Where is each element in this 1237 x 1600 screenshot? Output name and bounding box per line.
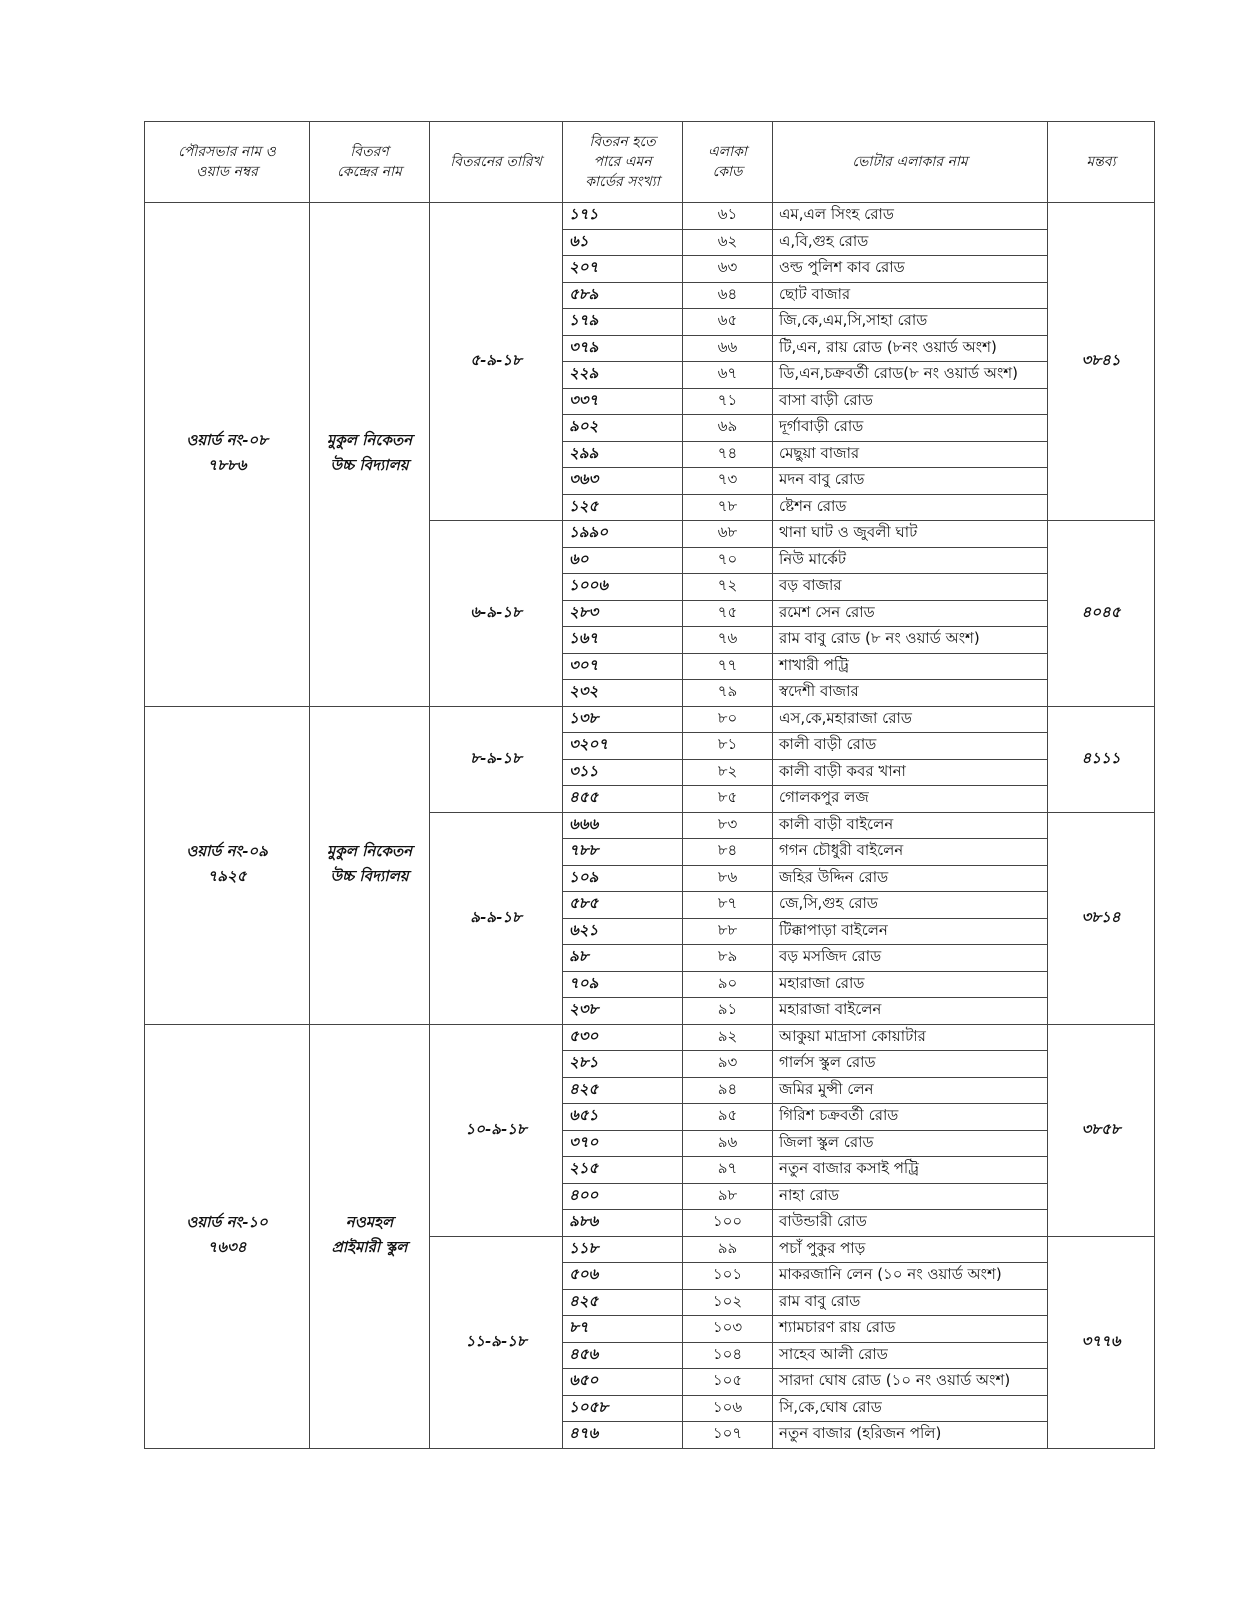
center-name-line2: উচ্চ বিদ্যালয় xyxy=(330,456,409,475)
card-count-cell: ৯০২ xyxy=(563,415,683,442)
area-name-cell: সারদা ঘোষ রোড (১০ নং ওয়ার্ড অংশ) xyxy=(773,1369,1048,1396)
area-name-cell: ওল্ড পুলিশ কাব রোড xyxy=(773,256,1048,283)
area-name-cell: বাউন্ডারী রোড xyxy=(773,1210,1048,1237)
area-code-cell: ৯২ xyxy=(683,1024,773,1051)
area-name-cell: মাকরজানি লেন (১০ নং ওয়ার্ড অংশ) xyxy=(773,1263,1048,1290)
area-code-cell: ৬৭ xyxy=(683,362,773,389)
area-name-cell: বড় মসজিদ রোড xyxy=(773,945,1048,972)
table-body xyxy=(145,203,1155,1449)
center-name-line1: নওমহল xyxy=(345,1213,394,1231)
header-cards-line3: কার্ডের সংখ্যা xyxy=(585,174,660,191)
area-code-cell: ৭১ xyxy=(683,388,773,415)
area-code-cell: ১০৩ xyxy=(683,1316,773,1343)
area-name-cell: এম,এল সিংহ রোড xyxy=(773,203,1048,230)
area-code-cell: ৯৫ xyxy=(683,1104,773,1131)
center-cell xyxy=(310,706,430,1024)
area-code-cell: ১০৫ xyxy=(683,1369,773,1396)
card-count-cell: ৩৬৩ xyxy=(563,468,683,495)
remark-cell: ৩৮৫৮ xyxy=(1048,1024,1155,1236)
card-count-cell: ২২৯ xyxy=(563,362,683,389)
card-count-cell: ৯৮ xyxy=(563,945,683,972)
area-name-cell: ছোট বাজার xyxy=(773,282,1048,309)
area-code-cell: ৯৭ xyxy=(683,1157,773,1184)
area-code-cell: ১০০ xyxy=(683,1210,773,1237)
card-count-cell: ৪৫৫ xyxy=(563,786,683,813)
ward-cell xyxy=(145,203,310,707)
area-name-cell: কালী বাড়ী রোড xyxy=(773,733,1048,760)
area-name-cell: জিলা স্কুল রোড xyxy=(773,1130,1048,1157)
area-name-cell: দূর্গাবাড়ী রোড xyxy=(773,415,1048,442)
area-code-cell: ৬৬ xyxy=(683,335,773,362)
header-area-text: ভোটার এলাকার নাম xyxy=(852,153,968,170)
ward-total: ৭৮৮৬ xyxy=(207,456,247,475)
header-row xyxy=(145,122,1155,203)
area-code-cell: ৯৪ xyxy=(683,1077,773,1104)
area-name-cell: নিউ মার্কেট xyxy=(773,547,1048,574)
area-name-cell: শাখারী পট্রি xyxy=(773,653,1048,680)
header-date xyxy=(430,122,563,203)
area-code-cell: ৮৩ xyxy=(683,812,773,839)
card-count-cell: ৫৮৯ xyxy=(563,282,683,309)
area-code-cell: ৭৫ xyxy=(683,600,773,627)
area-name-cell: পচাঁ পুকুর পাড় xyxy=(773,1236,1048,1263)
area-code-cell: ৯০ xyxy=(683,971,773,998)
area-name-cell: নাহা রোড xyxy=(773,1183,1048,1210)
area-name-cell: গিরিশ চক্রবর্তী রোড xyxy=(773,1104,1048,1131)
area-code-cell: ৮৪ xyxy=(683,839,773,866)
area-name-cell: টিক্কাপাড়া বাইলেন xyxy=(773,918,1048,945)
card-count-cell: ২৩৮ xyxy=(563,998,683,1025)
area-name-cell: কালী বাড়ী বাইলেন xyxy=(773,812,1048,839)
center-name-line2: উচ্চ বিদ্যালয় xyxy=(330,867,409,885)
center-name-line1: মুকুল নিকেতন xyxy=(326,842,413,860)
card-count-cell: ৪০০ xyxy=(563,1183,683,1210)
remark-cell: ৩৮১৪ xyxy=(1048,812,1155,1024)
card-count-cell: ১৯৯০ xyxy=(563,521,683,548)
card-count-cell: ৬২১ xyxy=(563,918,683,945)
date-cell: ১০-৯-১৮ xyxy=(430,1024,563,1236)
date-cell: ১১-৯-১৮ xyxy=(430,1236,563,1448)
card-count-cell: ১০৯ xyxy=(563,865,683,892)
card-count-cell: ৩৩৭ xyxy=(563,388,683,415)
header-center xyxy=(310,122,430,203)
card-count-cell: ৫০৬ xyxy=(563,1263,683,1290)
area-code-cell: ৬৮ xyxy=(683,521,773,548)
date-cell: ৯-৯-১৮ xyxy=(430,812,563,1024)
area-name-cell: থানা ঘাট ও জুবলী ঘাট xyxy=(773,521,1048,548)
header-ward-line2: ওয়াড নম্বর xyxy=(196,164,258,180)
remark-cell: ৩৮৪১ xyxy=(1048,203,1155,521)
date-cell: ৫-৯-১৮ xyxy=(430,203,563,521)
card-count-cell: ৬১ xyxy=(563,229,683,256)
ward-label: ওয়ার্ড নং-০৯ xyxy=(186,842,268,860)
area-code-cell: ৭৩ xyxy=(683,468,773,495)
header-code xyxy=(683,122,773,203)
area-code-cell: ৭৪ xyxy=(683,441,773,468)
card-count-cell: ৩৭০ xyxy=(563,1130,683,1157)
area-code-cell: ৬৯ xyxy=(683,415,773,442)
card-count-cell: ৫৩০ xyxy=(563,1024,683,1051)
area-code-cell: ৮৬ xyxy=(683,865,773,892)
card-count-cell: ১৩৮ xyxy=(563,706,683,733)
area-name-cell: জি,কে,এম,সি,সাহা রোড xyxy=(773,309,1048,336)
remark-cell: ৪০৪৫ xyxy=(1048,521,1155,707)
area-code-cell: ৮১ xyxy=(683,733,773,760)
table-row xyxy=(145,706,1155,733)
area-code-cell: ৯৩ xyxy=(683,1051,773,1078)
area-name-cell: রাম বাবু রোড (৮ নং ওয়ার্ড অংশ) xyxy=(773,627,1048,654)
area-code-cell: ১০৬ xyxy=(683,1395,773,1422)
area-code-cell: ৭০ xyxy=(683,547,773,574)
card-count-cell: ১১৮ xyxy=(563,1236,683,1263)
area-code-cell: ১০৪ xyxy=(683,1342,773,1369)
area-code-cell: ৮৮ xyxy=(683,918,773,945)
area-code-cell: ৮৭ xyxy=(683,892,773,919)
area-name-cell: নতুন বাজার (হরিজন পলি) xyxy=(773,1422,1048,1449)
area-name-cell: জে,সি,গুহ রোড xyxy=(773,892,1048,919)
area-name-cell: মেছুয়া বাজার xyxy=(773,441,1048,468)
date-cell: ৬-৯-১৮ xyxy=(430,521,563,707)
area-code-cell: ৮৯ xyxy=(683,945,773,972)
area-code-cell: ৬১ xyxy=(683,203,773,230)
area-name-cell: গোলকপুর লজ xyxy=(773,786,1048,813)
area-name-cell: মহারাজা বাইলেন xyxy=(773,998,1048,1025)
area-name-cell: সাহেব আলী রোড xyxy=(773,1342,1048,1369)
header-code-line1: এলাকা xyxy=(708,143,747,160)
area-name-cell: কালী বাড়ী কবর খানা xyxy=(773,759,1048,786)
header-cards xyxy=(563,122,683,203)
area-code-cell: ৮৫ xyxy=(683,786,773,813)
card-count-cell: ২১৫ xyxy=(563,1157,683,1184)
area-name-cell: জহির উদ্দিন রোড xyxy=(773,865,1048,892)
remark-cell: ৪১১১ xyxy=(1048,706,1155,812)
area-name-cell: টি,এন, রায় রোড (৮নং ওয়ার্ড অংশ) xyxy=(773,335,1048,362)
area-code-cell: ৯৮ xyxy=(683,1183,773,1210)
area-code-cell: ৯৯ xyxy=(683,1236,773,1263)
area-code-cell: ১০১ xyxy=(683,1263,773,1290)
header-center-line2: কেন্দ্রের নাম xyxy=(337,164,402,180)
card-count-cell: ৬৫০ xyxy=(563,1369,683,1396)
card-count-cell: ৬৫১ xyxy=(563,1104,683,1131)
card-count-cell: ২৮১ xyxy=(563,1051,683,1078)
header-date-text: বিতরনের তারিখ xyxy=(450,153,542,170)
area-name-cell: বড় বাজার xyxy=(773,574,1048,601)
area-name-cell: সি,কে,ঘোষ রোড xyxy=(773,1395,1048,1422)
card-count-cell: ১৭১ xyxy=(563,203,683,230)
header-remarks xyxy=(1048,122,1155,203)
remark-cell: ৩৭৭৬ xyxy=(1048,1236,1155,1448)
header-center-line1: বিতরণ xyxy=(350,143,389,160)
area-name-cell: ডি,এন,চক্রবর্তী রোড(৮ নং ওয়ার্ড অংশ) xyxy=(773,362,1048,389)
area-code-cell: ৯৬ xyxy=(683,1130,773,1157)
area-code-cell: ৮২ xyxy=(683,759,773,786)
area-name-cell: গগন চৌধুরী বাইলেন xyxy=(773,839,1048,866)
area-code-cell: ৭৮ xyxy=(683,494,773,521)
card-count-cell: ৩০৭ xyxy=(563,653,683,680)
area-code-cell: ৮০ xyxy=(683,706,773,733)
card-count-cell: ৫৮৫ xyxy=(563,892,683,919)
card-count-cell: ১৬৭ xyxy=(563,627,683,654)
header-area xyxy=(773,122,1048,203)
center-cell xyxy=(310,203,430,707)
card-count-cell: ১৭৯ xyxy=(563,309,683,336)
area-name-cell: এ,বি,গুহ রোড xyxy=(773,229,1048,256)
ward-label: ওয়ার্ড নং-১০ xyxy=(186,1213,268,1231)
table-row xyxy=(145,203,1155,230)
card-count-cell: ৯৮৬ xyxy=(563,1210,683,1237)
card-count-cell: ৬০ xyxy=(563,547,683,574)
card-count-cell: ৩১১ xyxy=(563,759,683,786)
area-code-cell: ৭৬ xyxy=(683,627,773,654)
area-name-cell: ষ্টেশন রোড xyxy=(773,494,1048,521)
card-count-cell: ৮৭ xyxy=(563,1316,683,1343)
card-count-cell: ১২৫ xyxy=(563,494,683,521)
area-code-cell: ৯১ xyxy=(683,998,773,1025)
card-count-cell: ২০৭ xyxy=(563,256,683,283)
center-name-line1: মুকুল নিকেতন xyxy=(326,431,413,450)
ward-label: ওয়ার্ড নং-০৮ xyxy=(186,431,268,450)
area-name-cell: রমেশ সেন রোড xyxy=(773,600,1048,627)
area-code-cell: ৬৪ xyxy=(683,282,773,309)
center-cell xyxy=(310,1024,430,1448)
table-row xyxy=(145,1024,1155,1051)
area-name-cell: এস,কে,মহারাজা রোড xyxy=(773,706,1048,733)
area-name-cell: আকুয়া মাদ্রাসা কোয়াটার xyxy=(773,1024,1048,1051)
card-count-cell: ১০০৬ xyxy=(563,574,683,601)
card-count-cell: ৪৭৬ xyxy=(563,1422,683,1449)
card-count-cell: ৩২০৭ xyxy=(563,733,683,760)
area-name-cell: গার্লস স্কুল রোড xyxy=(773,1051,1048,1078)
ward-cell xyxy=(145,1024,310,1448)
ward-total: ৭৬৩৪ xyxy=(207,1238,247,1256)
card-count-cell: ২৩২ xyxy=(563,680,683,707)
area-code-cell: ১০২ xyxy=(683,1289,773,1316)
area-code-cell: ৬৫ xyxy=(683,309,773,336)
header-code-line2: কোড xyxy=(712,164,743,180)
distribution-table xyxy=(144,121,1155,1449)
area-code-cell: ৬২ xyxy=(683,229,773,256)
card-count-cell: ৪৫৬ xyxy=(563,1342,683,1369)
header-cards-line2: পারে এমন xyxy=(593,153,652,170)
center-name-line2: প্রাইমারী স্কুল xyxy=(331,1238,408,1256)
header-cards-line1: বিতরন হতে xyxy=(589,133,656,150)
ward-cell xyxy=(145,706,310,1024)
area-name-cell: বাসা বাড়ী রোড xyxy=(773,388,1048,415)
header-ward xyxy=(145,122,310,203)
area-name-cell: জমির মুন্সী লেন xyxy=(773,1077,1048,1104)
area-code-cell: ৭৭ xyxy=(683,653,773,680)
card-count-cell: ২৯৯ xyxy=(563,441,683,468)
header-ward-line1: পৌরসভার নাম ও xyxy=(178,143,276,160)
ward-total: ৭৯২৫ xyxy=(207,867,247,885)
card-count-cell: ৪২৫ xyxy=(563,1289,683,1316)
area-code-cell: ৭৯ xyxy=(683,680,773,707)
area-name-cell: স্বদেশী বাজার xyxy=(773,680,1048,707)
header-remarks-text: মন্তব্য xyxy=(1086,153,1116,170)
area-name-cell: রাম বাবু রোড xyxy=(773,1289,1048,1316)
card-count-cell: ৭৮৮ xyxy=(563,839,683,866)
area-name-cell: মদন বাবু রোড xyxy=(773,468,1048,495)
card-count-cell: ২৮৩ xyxy=(563,600,683,627)
card-count-cell: ৬৬৬ xyxy=(563,812,683,839)
date-cell: ৮-৯-১৮ xyxy=(430,706,563,812)
card-count-cell: ৪২৫ xyxy=(563,1077,683,1104)
area-name-cell: নতুন বাজার কসাই পট্রি xyxy=(773,1157,1048,1184)
area-code-cell: ৬৩ xyxy=(683,256,773,283)
area-code-cell: ১০৭ xyxy=(683,1422,773,1449)
area-name-cell: শ্যামচারণ রায় রোড xyxy=(773,1316,1048,1343)
area-code-cell: ৭২ xyxy=(683,574,773,601)
card-count-cell: ১০৫৮ xyxy=(563,1395,683,1422)
area-name-cell: মহারাজা রোড xyxy=(773,971,1048,998)
card-count-cell: ৩৭৯ xyxy=(563,335,683,362)
card-count-cell: ৭০৯ xyxy=(563,971,683,998)
